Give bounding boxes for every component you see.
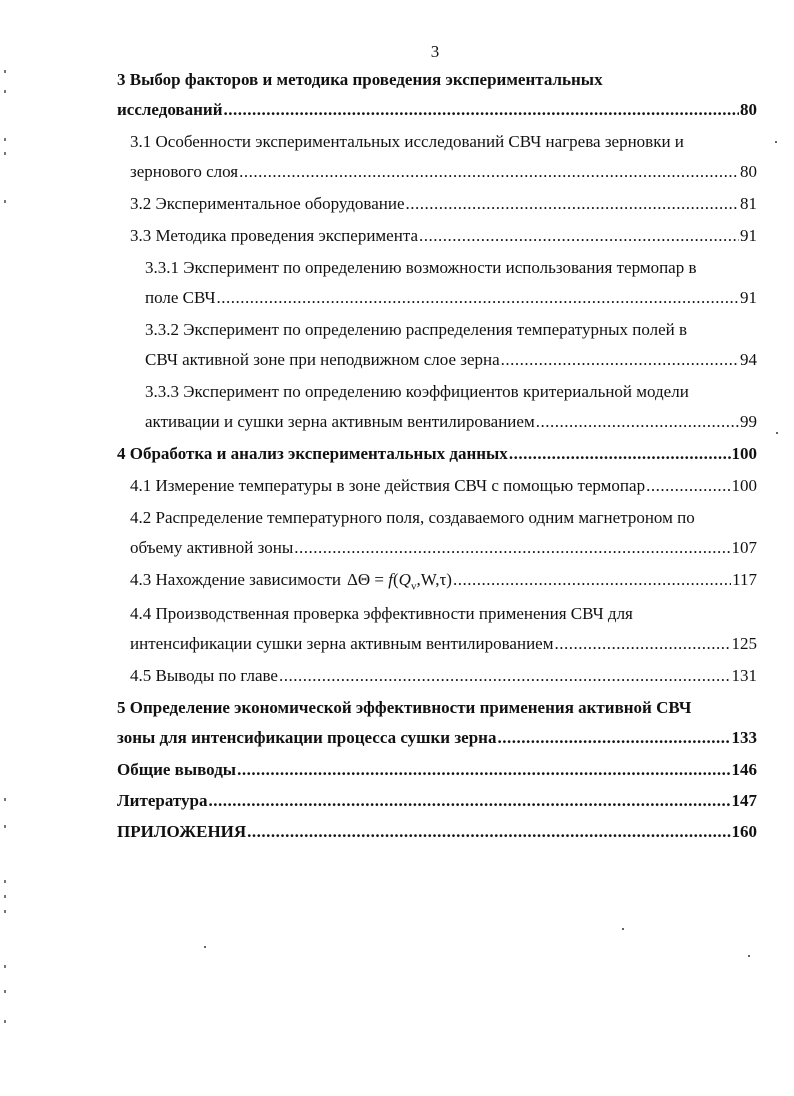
leader-dots — [536, 412, 739, 432]
toc-s3-2-text: 3.2 Экспериментальное оборудование — [130, 194, 405, 213]
toc-appendices-page: 160 — [731, 822, 757, 841]
toc-literature-text: Литература — [117, 791, 208, 810]
toc-s4-2-line1: 4.2 Распределение температурного поля, создаваемого одним магнетроном по — [130, 508, 695, 527]
formula-q: Q — [398, 570, 411, 589]
toc-entry-ch3 — [117, 100, 757, 124]
toc-ch3-line2: исследований — [117, 100, 223, 119]
scan-speck — [622, 928, 624, 930]
toc-s3-1-line1: 3.1 Особенности экспериментальных исследований СВЧ нагрева зерновки и — [130, 132, 684, 151]
toc-ch5-page: 133 — [731, 728, 757, 747]
scan-speck — [204, 946, 206, 948]
toc-entry-literature — [117, 791, 757, 815]
leader-dots — [224, 100, 740, 120]
toc-s4-5-page: 131 — [731, 666, 757, 685]
toc-s4-4-line1: 4.4 Производственная проверка эффективности применения СВЧ для — [130, 604, 633, 623]
toc-entry-ch5 — [117, 728, 757, 752]
toc-s3-3-2-line2: СВЧ активной зоне при неподвижном слое зерна — [145, 350, 500, 369]
toc-s4-1-text: 4.1 Измерение температуры в зоне действия СВЧ с помощью термопар — [130, 476, 646, 495]
toc-entry-conclusions — [117, 760, 757, 784]
leader-dots — [208, 791, 730, 811]
scan-mark — [4, 90, 6, 93]
toc-conclusions-page: 146 — [731, 760, 757, 779]
scan-mark — [4, 880, 6, 883]
toc-entry-s3-3-2 — [145, 350, 757, 374]
leader-dots — [419, 226, 739, 246]
leader-dots — [279, 666, 731, 686]
scan-margin-artifacts — [4, 60, 14, 1040]
toc-entry-ch4 — [117, 444, 757, 468]
toc-s3-1-page: 80 — [740, 162, 757, 181]
toc-s3-3-1-line1: 3.3.1 Эксперимент по определению возможности использования термопар в — [145, 258, 697, 277]
scan-mark — [4, 798, 6, 801]
toc-entry-s4-2 — [130, 538, 757, 562]
toc-s4-4-line2: интенсификации сушки зерна активным вентилированием — [130, 634, 554, 653]
scan-mark — [4, 990, 6, 993]
toc-s3-3-3-line2: активации и сушки зерна активным вентилированием — [145, 412, 535, 431]
toc-entry-appendices — [117, 822, 757, 846]
toc-s4-2-page: 107 — [731, 538, 757, 557]
leader-dots — [453, 570, 731, 590]
formula-f: f — [388, 570, 393, 589]
formula-sub: v — [410, 580, 417, 593]
leader-dots — [294, 538, 730, 558]
leader-dots — [247, 822, 730, 842]
formula-rest: ,W,τ) — [416, 570, 452, 589]
leader-dots — [509, 444, 731, 464]
scan-speck — [775, 141, 777, 143]
toc-literature-page: 147 — [731, 791, 757, 810]
toc-s4-3-page: 117 — [732, 570, 757, 589]
toc-entry-s3-3-3 — [145, 412, 757, 436]
scan-mark — [4, 965, 6, 968]
toc-entry-s4-3 — [130, 570, 757, 594]
leader-dots — [646, 476, 730, 496]
toc-ch3-page: 80 — [740, 100, 757, 119]
toc-entry-s3-3-1 — [145, 288, 757, 312]
scan-mark — [4, 70, 6, 73]
leader-dots — [501, 350, 739, 370]
toc-ch5-line1: 5 Определение экономической эффективности применения активной СВЧ — [117, 698, 692, 717]
leader-dots — [239, 162, 739, 182]
toc-s3-3-1-line2: поле СВЧ — [145, 288, 216, 307]
toc-s3-2-page: 81 — [740, 194, 757, 213]
toc-ch3-line1: 3 Выбор факторов и методика проведения экспериментальных — [117, 70, 603, 89]
leader-dots — [554, 634, 730, 654]
leader-dots — [497, 728, 730, 748]
scan-mark — [4, 200, 6, 203]
toc-ch5-line2: зоны для интенсификации процесса сушки зерна — [117, 728, 497, 747]
leader-dots — [406, 194, 739, 214]
toc-s4-3-text — [130, 570, 452, 592]
toc-conclusions-text: Общие выводы — [117, 760, 237, 779]
toc-entry-s4-1 — [130, 476, 757, 500]
page-number: 3 — [430, 42, 440, 61]
scan-mark — [4, 138, 6, 141]
scan-mark — [4, 1020, 6, 1023]
scan-mark — [4, 825, 6, 828]
toc-s4-3-label: 4.3 Нахождение зависимости — [130, 570, 341, 589]
toc-s4-1-page: 100 — [731, 476, 757, 495]
toc-s3-3-text: 3.3 Методика проведения эксперимента — [130, 226, 419, 245]
toc-ch4-page: 100 — [731, 444, 757, 463]
toc-entry-s3-3 — [130, 226, 757, 250]
toc-s3-3-3-line1: 3.3.3 Эксперимент по определению коэффициентов критериальной модели — [145, 382, 689, 401]
toc-appendices-text: ПРИЛОЖЕНИЯ — [117, 822, 247, 841]
scan-mark — [4, 895, 6, 898]
formula: $\Delta\Theta = f(Q_v,W,\tau)$ — [346, 570, 452, 593]
toc-s4-4-page: 125 — [731, 634, 757, 653]
scan-mark — [4, 152, 6, 155]
toc-s3-3-3-page: 99 — [740, 412, 757, 431]
toc-s4-5-text: 4.5 Выводы по главе — [130, 666, 278, 685]
scan-mark — [4, 910, 6, 913]
toc-s3-3-2-line1: 3.3.2 Эксперимент по определению распределения температурных полей в — [145, 320, 688, 339]
leader-dots — [217, 288, 739, 308]
leader-dots — [237, 760, 730, 780]
toc-s3-3-page: 91 — [740, 226, 757, 245]
scan-speck — [776, 432, 778, 434]
toc-s3-3-2-page: 94 — [740, 350, 757, 369]
toc-ch4-text: 4 Обработка и анализ экспериментальных данных — [117, 444, 508, 463]
toc-entry-s3-2 — [130, 194, 757, 218]
formula-lhs: ΔΘ = — [346, 570, 389, 589]
toc-s4-2-line2: объему активной зоны — [130, 538, 294, 557]
scan-speck — [748, 955, 750, 957]
toc-entry-s4-5 — [130, 666, 757, 690]
toc-entry-s4-4 — [130, 634, 757, 658]
toc-s3-3-1-page: 91 — [740, 288, 757, 307]
toc-s3-1-line2: зернового слоя — [130, 162, 239, 181]
toc-entry-s3-1 — [130, 162, 757, 186]
